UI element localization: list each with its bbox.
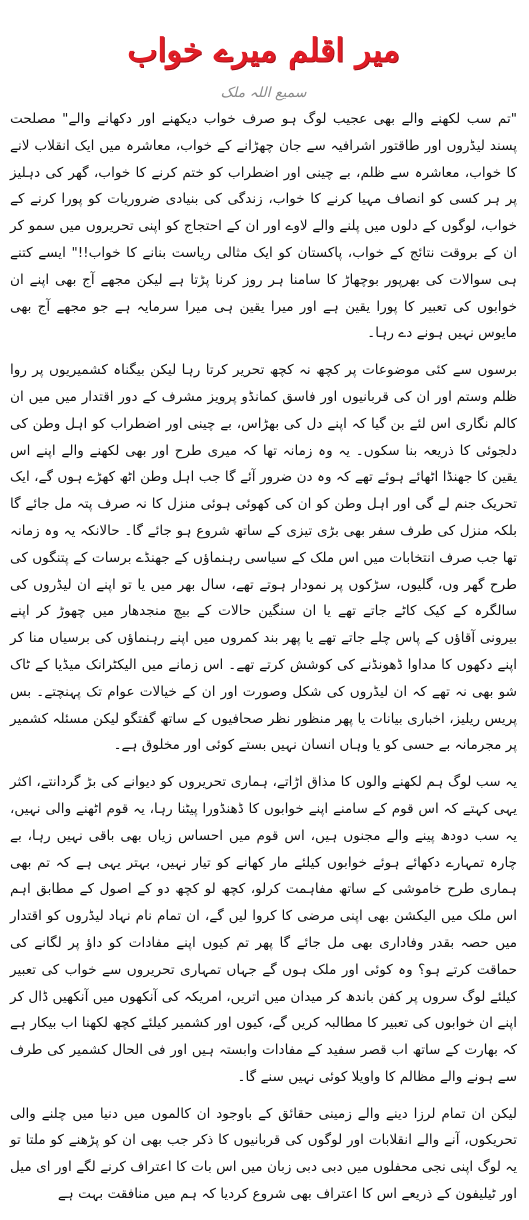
author-byline: سمیع اللہ ملک [220, 85, 307, 101]
article-paragraph: "تم سب لکھنے والے بھی عجیب لوگ ہو صرف خواب دیکھنے اور دکھانے والے" مصلحت پسند لیڈروں اور طاقتور اشرافیہ سے جان چھڑانے کے خواب، معاشرہ میں ایک انقلاب لانے کا خواب، معاشرہ سے ظلم، بے چینی اور اضطراب کو ختم کرنے کا خواب، گھر کی دہلیز پر ہر کسی کو انصاف مہیا کرنے کا خواب، زندگی کی بنیادی ضروریات کو پورا کرنے کے خواب، لوگوں کے دلوں میں پلنے والے لاوے اور ان کے احتجاج کو اپنی تحریروں میں سمو کر ان کے بروقت نتائج کے خواب، پاکستان کو ایک مثالی ریاست بنانے کا خواب!!" ایسے کتنے ہی سوالات کی بھرپور بوچھاڑ کا سامنا ہر روز کرنا پڑتا ہے لیکن مجھے آج بھی اپنے ان خوابوں کی تعبیر کا پورا یقین ہے اور میرا یقین ہی میرا سرمایہ ہے جو مجھے آج بھی مایوس نہیں ہونے دے رہا۔ [10, 111, 517, 342]
article-paragraph: لیکن ان تمام لرزا دینے والے زمینی حقائق کے باوجود ان کالموں میں دنیا میں چلنے والی تحریکوں، آنے والے انقلابات اور لوگوں کی قربانیوں کا ذکر جب بھی ان کو پڑھنے کو ملتا تو یہ لوگ اپنی نجی محفلوں میں دبی دبی زبان میں اس بات کا اعتراف کرنے لگے اور ای میل اور ٹیلیفون کے ذریعے اس کا اعتراف بھی شروع کردیا کہ ہم میں منافقت بہت ہے [10, 1105, 517, 1203]
article-title: میر اقلم میرے خواب [127, 31, 400, 69]
article-paragraph: برسوں سے کئی موضوعات پر کچھ نہ کچھ تحریر کرتا رہا لیکن بیگناہ کشمیریوں پر روا ظلم وستم اور ان کی قربانیوں اور فاسق کمانڈو پرویز مشرف کے دور اقتدار میں میں ان کالم نگاری اس لئے بن گیا کہ اپنے دل کی بھڑاس، بے چینی اور اضطراب کو اہل وطن کی دلجوئی کا ذریعہ بنا سکوں۔ یہ وہ زمانہ تھا کہ میری طرح اور بھی لکھنے والے اپنے اس یقین کا جھنڈا اٹھائے ہوئے تھے کہ وہ دن ضرور آئے گا جب اہل وطن اٹھ کھڑے ہوں گے، ایک تحریک جنم لے گی اور اہل وطن کو ان کی کھوئی ہوئی منزل کا نہ صرف پتہ مل جائے گا بلکہ منزل کی طرف سفر بھی بڑی تیزی کے ساتھ شروع ہو جائے گا۔ حالانکہ یہ وہ زمانہ تھا جب صرف انتخابات میں اس ملک کے سیاسی رہنماؤں کے جھنڈے برسات کے پتنگوں کی طرح گھر وں، گلیوں، سڑکوں پر نمودار ہوتے تھے، سال بھر میں یا تو اپنے ان لیڈروں کی سالگرہ کے کیک کاٹے جاتے تھے یا ان سنگین حالات کے بیچ منجدھار میں چھوڑ کر اپنے بیرونی آقاؤں کے پاس چلے جاتے تھے یا پھر بند کمروں میں اپنے رہنماؤں کی برسیاں منا کر اپنے دکھوں کا مداوا ڈھونڈنے کی کوشش کرتے تھے۔ اس زمانے میں الیکٹرانک میڈیا کے ٹاک شو بھی نہ تھے کہ ان لیڈروں کی شکل وصورت اور ان کے خیالات عوام تک پہنچتے۔ بس پریس ریلیز، اخباری بیانات یا پھر منظور نظر صحافیوں کے ساتھ گفتگو لیکن مسئلہ کشمیر پر مجرمانہ بے حسی کو یا وہاں انسان نہیں بستے کوئی اور مخلوق ہے۔ [10, 362, 517, 754]
article-paragraph: یہ سب لوگ ہم لکھنے والوں کا مذاق اڑاتے، ہماری تحریروں کو دیوانے کی بڑ گردانتے، اکثر یہی کہتے کہ اس قوم کے سامنے اپنے خوابوں کا ڈھنڈورا پیٹنا رہا، یہ قوم اٹھنے والی نہیں، یہ سب دودھ پینے والے مجنوں ہیں، اس قوم میں احساس زیاں بھی باقی نہیں رہا، بے چارہ تمہارے دکھائے ہوئے خوابوں کیلئے مار کھانے کو تیار نہیں، بہتر یہی ہے کہ تم بھی ہماری طرح خاموشی کے ساتھ مفاہمت کرلو، کچھ لو کچھ دو کے اصول کے مطابق اہم اس ملک میں الیکشن بھی اپنی مرضی کا کروا لیں گے، ان تمام نام نہاد لیڈروں کو اقتدار میں حصہ بقدر وفاداری بھی مل جائے گا پھر تم کیوں اپنے مفادات کو داؤ پر لگانے کی حماقت کرتے ہو؟ وہ کوئی اور ملک ہوں گے جہاں تمہاری تحریروں سے خواب کی تعبیر کیلئے لوگ سروں پر کفن باندھ کر میدان میں اتریں، امریکہ کی آنکھوں میں آنکھیں ڈال کر اپنے ان خوابوں کی تعبیر کا مطالبہ کریں گے، کیوں اور کشمیر کیلئے کچھ لکھنا اب بیکار ہے کہ بھارت کے ساتھ اب قصر سفید کے مفادات وابستہ ہیں اور فی الحال کشمیر کی طرف سے ہونے والے مظالم کا واویلا کوئی نہیں سنے گا۔ [10, 774, 517, 1085]
article-body [10, 106, 517, 1208]
